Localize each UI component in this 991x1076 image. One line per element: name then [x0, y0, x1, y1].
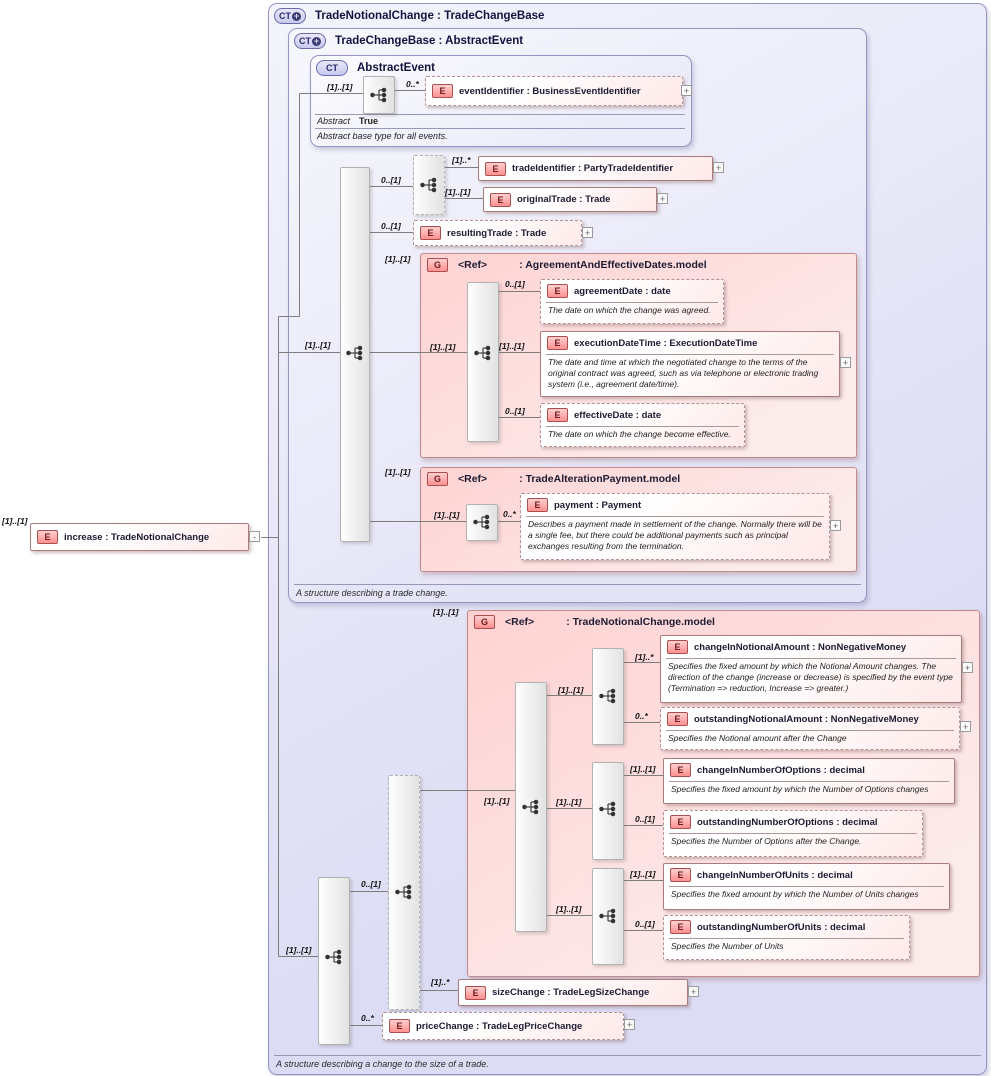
ct-plus-icon: +	[313, 35, 320, 46]
sequence-indicator	[466, 504, 498, 541]
element-icon: E	[465, 986, 486, 1000]
expand-icon[interactable]: +	[582, 227, 593, 238]
cardinality-label: 0..[1]	[381, 221, 401, 231]
expand-icon[interactable]: +	[713, 162, 724, 173]
sequence-bar	[592, 762, 624, 860]
cardinality-label: [1]..[1]	[385, 254, 411, 264]
cardinality-label: 0..[1]	[635, 919, 655, 929]
group-icon: G	[427, 258, 448, 272]
group-ref: <Ref>	[505, 616, 535, 628]
element-icon: E	[420, 226, 441, 240]
element-icon: E	[670, 763, 691, 777]
sequence-icon	[521, 798, 541, 816]
sequence-bar	[318, 877, 350, 1045]
element-eventIdentifier[interactable]	[425, 76, 683, 106]
element-label: sizeChange : TradeLegSizeChange	[492, 987, 650, 998]
element-icon: E	[547, 408, 568, 422]
divider	[315, 128, 685, 129]
cardinality-label: [1]..[1]	[286, 945, 312, 955]
element-outstandingNumberOfUnits[interactable]	[663, 915, 910, 960]
sequence-bar	[515, 682, 547, 932]
complex-type-icon: CT	[316, 60, 348, 76]
cardinality-label: 0..[1]	[635, 814, 655, 824]
element-originalTrade[interactable]	[483, 187, 657, 212]
element-changeInNumberOfUnits[interactable]	[663, 863, 950, 910]
cardinality-label: 0..[1]	[361, 879, 381, 889]
element-icon: E	[667, 712, 688, 726]
element-icon: E	[389, 1019, 410, 1033]
expand-icon[interactable]: +	[830, 520, 841, 531]
element-payment[interactable]	[520, 493, 830, 560]
sequence-icon	[598, 800, 618, 818]
sequence-indicator	[363, 76, 395, 114]
cardinality-label: 0..[1]	[505, 279, 525, 289]
cardinality-label: 0..[1]	[381, 175, 401, 185]
element-annotation: Specifies the Number of Units	[671, 941, 784, 951]
element-annotation: Specifies the Number of Options after the Change.	[671, 836, 862, 846]
divider	[315, 114, 685, 115]
cardinality-label: [1]..[1]	[385, 467, 411, 477]
element-label: executionDateTime : ExecutionDateTime	[574, 337, 758, 349]
element-label: payment : Payment	[554, 499, 642, 511]
element-icon: E	[432, 84, 453, 98]
element-label: outstandingNumberOfUnits : decimal	[697, 921, 866, 933]
element-annotation: Describes a payment made in settlement of the change. Normally there will be a single fee, but there could be additional payments such as principal exchanges resulting from the termination.	[528, 519, 822, 552]
sequence-icon	[324, 948, 344, 966]
cardinality-label: [1]..[1]	[630, 764, 656, 774]
element-outstandingNumberOfOptions[interactable]	[663, 810, 923, 857]
expand-icon[interactable]: +	[688, 986, 699, 997]
element-icon: E	[37, 530, 58, 544]
element-icon: E	[527, 498, 548, 512]
sequence-bar	[467, 282, 499, 442]
group-type: : TradeAlterationPayment.model	[519, 473, 681, 485]
cardinality-label: [1]..*	[452, 155, 471, 165]
cardinality-label: [1]..[1]	[430, 342, 456, 352]
element-label: increase : TradeNotionalChange	[64, 531, 210, 543]
element-label: eventIdentifier : BusinessEventIdentifier	[459, 85, 641, 97]
element-priceChange[interactable]	[382, 1012, 624, 1040]
element-changeInNumberOfOptions[interactable]	[663, 758, 955, 804]
collapse-icon[interactable]: -	[249, 531, 260, 542]
sequence-icon	[345, 344, 365, 362]
element-label: resultingTrade : Trade	[447, 227, 547, 239]
cardinality-label: [1]..*	[635, 652, 654, 662]
element-executionDateTime[interactable]	[540, 331, 840, 397]
element-annotation: Specifies the fixed amount by which the Number of Options changes	[671, 784, 929, 794]
complex-type-icon: CT +	[294, 33, 326, 49]
sequence-icon	[598, 687, 618, 705]
cardinality-label: [1]..[1]	[433, 607, 459, 617]
element-tradeIdentifier[interactable]	[478, 156, 713, 181]
element-label: priceChange : TradeLegPriceChange	[416, 1020, 583, 1032]
element-icon: E	[547, 336, 568, 350]
cardinality-label: 0..*	[406, 79, 419, 89]
element-agreementDate[interactable]	[540, 279, 724, 324]
cardinality-label: [1]..*	[431, 977, 450, 987]
element-resultingTrade[interactable]	[413, 220, 582, 246]
element-changeInNotionalAmount[interactable]	[660, 635, 962, 703]
element-label: changeInNotionalAmount : NonNegativeMoney	[694, 641, 907, 653]
element-annotation: The date and time at which the negotiated change to the terms of the original contract was agreed, such as via telephone or electronic trading system (i.e., agreement date/time).	[548, 357, 819, 390]
cardinality-label: [1]..[1]	[434, 510, 460, 520]
cardinality-label: [1]..[1]	[305, 340, 331, 350]
element-label: agreementDate : date	[574, 285, 671, 297]
element-icon: E	[547, 284, 568, 298]
cardinality-label: [1]..[1]	[445, 187, 471, 197]
element-icon: E	[670, 920, 691, 934]
cardinality-label: [1]..[1]	[556, 904, 582, 914]
cardinality-label: [1]..[1]	[2, 516, 28, 526]
complex-type-title: AbstractEvent	[357, 62, 435, 74]
cardinality-label: [1]..[1]	[558, 685, 584, 695]
abstract-event-footer: Abstract base type for all events.	[317, 131, 448, 141]
expand-icon[interactable]: +	[657, 193, 668, 204]
element-label: originalTrade : Trade	[517, 194, 611, 205]
sequence-icon	[473, 344, 493, 362]
group-ref: <Ref>	[458, 259, 488, 271]
element-annotation: The date on which the change was agreed.	[548, 305, 711, 315]
group-type: : AgreementAndEffectiveDates.model	[519, 259, 707, 271]
optional-sequence-bar	[413, 155, 445, 215]
element-label: outstandingNumberOfOptions : decimal	[697, 816, 878, 828]
element-label: effectiveDate : date	[574, 409, 662, 421]
cardinality-label: 0..[1]	[505, 406, 525, 416]
element-icon: E	[667, 640, 688, 654]
sequence-icon	[419, 176, 439, 194]
group-type: : TradeNotionalChange.model	[566, 616, 715, 628]
element-icon: E	[670, 815, 691, 829]
cardinality-label: 0..*	[503, 509, 516, 519]
cardinality-label: 0..*	[361, 1013, 374, 1023]
expand-icon[interactable]: +	[624, 1019, 635, 1030]
expand-icon[interactable]: +	[960, 721, 971, 732]
element-annotation: Specifies the fixed amount by which the Number of Units changes	[671, 889, 919, 899]
complex-type-icon: CT +	[274, 8, 306, 24]
group-icon: G	[474, 615, 495, 629]
optional-sequence-bar	[388, 775, 420, 1010]
complex-type-footer: A structure describing a change to the size of a trade.	[274, 1055, 981, 1069]
expand-icon[interactable]: +	[681, 85, 692, 96]
element-label: tradeIdentifier : PartyTradeIdentifier	[512, 163, 674, 174]
sequence-icon	[369, 86, 389, 104]
element-outstandingNotionalAmount[interactable]	[660, 707, 960, 750]
element-icon: E	[490, 193, 511, 207]
complex-type-title: TradeChangeBase : AbstractEvent	[335, 35, 524, 47]
sequence-bar	[592, 648, 624, 745]
element-annotation: Specifies the fixed amount by which the Notional Amount changes. The direction of the change (increase or decrease) is specified by the event type (Termination => reduction, Increase => greater.)	[668, 661, 953, 694]
element-icon: E	[670, 868, 691, 882]
element-sizeChange[interactable]	[458, 979, 688, 1006]
group-icon: G	[427, 472, 448, 486]
cardinality-label: [1]..[1]	[327, 82, 353, 92]
cardinality-label: [1]..[1]	[630, 869, 656, 879]
element-label: changeInNumberOfOptions : decimal	[697, 764, 865, 776]
cardinality-label: 0..*	[635, 711, 648, 721]
element-label: outstandingNotionalAmount : NonNegativeMoney	[694, 713, 919, 725]
element-increase[interactable]	[30, 523, 249, 551]
element-annotation: Specifies the Notional amount after the Change	[668, 733, 847, 743]
abstract-attr-label: Abstract	[317, 116, 351, 126]
cardinality-label: [1]..[1]	[556, 797, 582, 807]
complex-type-title: TradeNotionalChange : TradeChangeBase	[315, 10, 545, 22]
cardinality-label: [1]..[1]	[499, 341, 525, 351]
sequence-bar	[340, 167, 370, 542]
sequence-icon	[394, 883, 414, 901]
sequence-icon	[472, 513, 492, 531]
element-annotation: The date on which the change become effective.	[548, 429, 731, 439]
sequence-bar	[592, 868, 624, 965]
element-label: changeInNumberOfUnits : decimal	[697, 869, 853, 881]
expand-icon[interactable]: +	[962, 662, 973, 673]
ct-plus-icon: +	[293, 10, 300, 21]
cardinality-label: [1]..[1]	[484, 796, 510, 806]
expand-icon[interactable]: +	[840, 357, 851, 368]
element-icon: E	[485, 162, 506, 176]
sequence-icon	[598, 907, 618, 925]
complex-type-footer: A structure describing a trade change.	[294, 584, 861, 598]
group-ref: <Ref>	[458, 473, 488, 485]
abstract-attr-value: True	[359, 116, 379, 126]
element-effectiveDate[interactable]	[540, 403, 745, 447]
